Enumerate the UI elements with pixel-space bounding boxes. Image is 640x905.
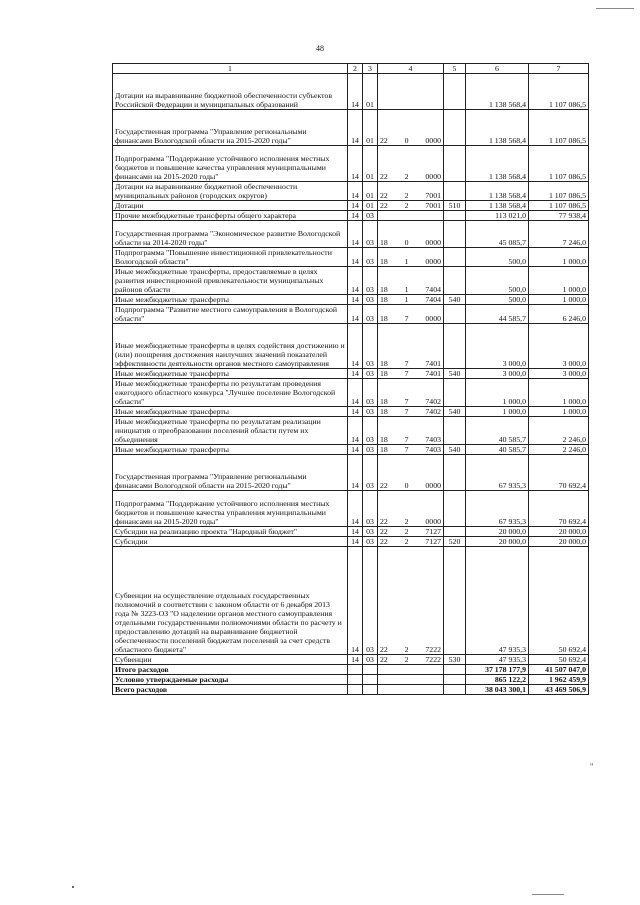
- expense-type-code: [444, 305, 466, 324]
- program-code: 18: [380, 295, 388, 304]
- subprogram-code: 0: [404, 238, 409, 247]
- target-article-code: [378, 417, 444, 445]
- target-article-code: [378, 146, 444, 182]
- subsection-code: 01: [363, 182, 378, 201]
- subprogram-code: 2: [404, 172, 409, 181]
- direction-code: 7402: [425, 407, 441, 416]
- program-code: 18: [380, 445, 388, 454]
- amount-year-2: 50 692,4: [529, 655, 589, 665]
- amount-year-2: 3 000,0: [529, 324, 589, 369]
- expense-type-code: [444, 417, 466, 445]
- amount-year-1: 20 000,0: [466, 527, 529, 537]
- section-code: 14: [348, 455, 363, 491]
- row-name: Подпрограмма "Повышение инвестиционной привлекательности Вологодской области": [113, 248, 348, 267]
- subsection-code: 03: [363, 295, 378, 305]
- direction-code: 7127: [425, 527, 441, 536]
- table-row: [113, 211, 589, 221]
- row-name: Дотации на выравнивание бюджетной обеспеченности муниципальных районов (городских округов): [113, 182, 348, 201]
- row-name: Прочие межбюджетные трансферты общего характера: [113, 211, 348, 221]
- direction-code: 0000: [425, 257, 441, 266]
- expense-type-code: [444, 685, 466, 695]
- subprogram-code: 7: [404, 445, 409, 454]
- header-cell-4: 4: [378, 64, 444, 74]
- row-name: Субвенции: [113, 655, 348, 665]
- direction-code: 7222: [425, 655, 441, 664]
- table-header-row: [113, 64, 589, 74]
- subprogram-code: 1: [404, 257, 409, 266]
- amount-year-2: 50 692,4: [529, 547, 589, 655]
- amount-year-1: 38 043 300,1: [466, 685, 529, 695]
- row-name: Подпрограмма "Развитие местного самоуправления в Вологодской области": [113, 305, 348, 324]
- program-code: 18: [380, 369, 388, 378]
- amount-year-1: 1 138 568,4: [466, 74, 529, 110]
- subsection-code: 03: [363, 491, 378, 527]
- amount-year-1: 1 000,0: [466, 379, 529, 407]
- section-code: 14: [348, 655, 363, 665]
- section-code: 14: [348, 74, 363, 110]
- subprogram-code: 2: [404, 191, 409, 200]
- target-article-code: [378, 675, 444, 685]
- expense-type-code: [444, 665, 466, 675]
- amount-year-1: 20 000,0: [466, 537, 529, 547]
- expense-type-code: [444, 547, 466, 655]
- subsection-code: 03: [363, 379, 378, 407]
- table-row: [113, 547, 589, 655]
- amount-year-2: 1 000,0: [529, 267, 589, 295]
- closing-quote-mark: ": [590, 762, 594, 771]
- target-article-code: [378, 685, 444, 695]
- row-name: Подпрограмма "Поддержание устойчивого исполнения местных бюджетов и повышение качества управления муниципальными финансами на 2015-2020 годы": [113, 491, 348, 527]
- expense-type-code: [444, 74, 466, 110]
- direction-code: 0000: [425, 314, 441, 323]
- target-article-code: [378, 655, 444, 665]
- expenditure-table: [112, 63, 589, 695]
- row-name: Государственная программа "Управление региональными финансами Вологодской области на 2015-2020 годы": [113, 455, 348, 491]
- amount-year-1: 67 935,3: [466, 491, 529, 527]
- row-name: Иные межбюджетные трансферты по результатам проведения ежегодного областного конкурса "Лучшее поселение Вологодской области": [113, 379, 348, 407]
- amount-year-1: 45 085,7: [466, 221, 529, 248]
- amount-year-2: 20 000,0: [529, 527, 589, 537]
- subprogram-code: 2: [404, 517, 409, 526]
- expense-type-code: [444, 675, 466, 685]
- table-row: [113, 369, 589, 379]
- program-code: 22: [380, 537, 388, 546]
- section-code: 14: [348, 407, 363, 417]
- subprogram-code: 2: [404, 645, 409, 654]
- target-article-code: [378, 547, 444, 655]
- section-code: 14: [348, 369, 363, 379]
- direction-code: 0000: [425, 172, 441, 181]
- amount-year-2: 3 000,0: [529, 369, 589, 379]
- amount-year-2: 77 938,4: [529, 211, 589, 221]
- program-code: 22: [380, 201, 388, 210]
- scan-edge-top: [596, 8, 634, 9]
- target-article-code: [378, 201, 444, 211]
- table-row: [113, 491, 589, 527]
- amount-year-1: 1 138 568,4: [466, 146, 529, 182]
- direction-code: 7404: [425, 285, 441, 294]
- subsection-code: 03: [363, 267, 378, 295]
- row-name: Дотации: [113, 201, 348, 211]
- subprogram-code: 0: [404, 136, 409, 145]
- amount-year-1: 40 585,7: [466, 417, 529, 445]
- header-cell-6: 6: [466, 64, 529, 74]
- amount-year-2: 1 962 459,9: [529, 675, 589, 685]
- expense-type-code: [444, 455, 466, 491]
- amount-year-1: 67 935,3: [466, 455, 529, 491]
- section-code: 14: [348, 491, 363, 527]
- row-name: Дотации на выравнивание бюджетной обеспеченности субъектов Российской Федерации и муниципальных образований: [113, 74, 348, 110]
- row-name: Иные межбюджетные трансферты в целях содействия достижению и (или) поощрения достижения наилучших значений показателей эффективности деятельности органов местного самоуправления: [113, 324, 348, 369]
- section-code: 14: [348, 324, 363, 369]
- section-code: 14: [348, 527, 363, 537]
- row-name: Подпрограмма "Поддержание устойчивого исполнения местных бюджетов и повышение качества управления муниципальными финансами на 2015-2020 годы": [113, 146, 348, 182]
- table-row: [113, 655, 589, 665]
- section-code: 14: [348, 267, 363, 295]
- direction-code: 7127: [425, 537, 441, 546]
- row-name: Иные межбюджетные трансферты: [113, 407, 348, 417]
- subprogram-code: 2: [404, 655, 409, 664]
- target-article-code: [378, 527, 444, 537]
- table-row: [113, 537, 589, 547]
- amount-year-1: 3 000,0: [466, 324, 529, 369]
- target-article-code: [378, 455, 444, 491]
- amount-year-1: 1 138 568,4: [466, 110, 529, 146]
- subsection-code: 03: [363, 417, 378, 445]
- subsection-code: [363, 685, 378, 695]
- amount-year-1: 40 585,7: [466, 445, 529, 455]
- section-code: 14: [348, 110, 363, 146]
- table-row: [113, 110, 589, 146]
- target-article-code: [378, 295, 444, 305]
- program-code: 22: [380, 517, 388, 526]
- expense-type-code: [444, 211, 466, 221]
- subprogram-code: 1: [404, 295, 409, 304]
- target-article-code: [378, 267, 444, 295]
- amount-year-1: 500,0: [466, 267, 529, 295]
- section-code: [348, 665, 363, 675]
- subsection-code: 03: [363, 211, 378, 221]
- amount-year-2: 70 692,4: [529, 491, 589, 527]
- expense-type-code: [444, 110, 466, 146]
- expense-type-code: 530: [444, 655, 466, 665]
- amount-year-1: 47 935,3: [466, 655, 529, 665]
- target-article-code: [378, 537, 444, 547]
- program-code: 22: [380, 191, 388, 200]
- target-article-code: [378, 182, 444, 201]
- target-article-code: [378, 379, 444, 407]
- row-name: Всего расходов: [113, 685, 348, 695]
- amount-year-1: 3 000,0: [466, 369, 529, 379]
- header-cell-5: 5: [444, 64, 466, 74]
- row-name: Субсидии на реализацию проекта "Народный бюджет": [113, 527, 348, 537]
- subsection-code: 03: [363, 305, 378, 324]
- table-row: [113, 305, 589, 324]
- amount-year-2: 1 107 086,5: [529, 110, 589, 146]
- expense-type-code: [444, 146, 466, 182]
- target-article-code: [378, 110, 444, 146]
- program-code: 22: [380, 645, 388, 654]
- direction-code: 0000: [425, 517, 441, 526]
- amount-year-1: 47 935,3: [466, 547, 529, 655]
- table-row: [113, 267, 589, 295]
- amount-year-2: 1 107 086,5: [529, 74, 589, 110]
- expense-type-code: 540: [444, 369, 466, 379]
- table-row: [113, 407, 589, 417]
- table-row: [113, 527, 589, 537]
- row-name: Иные межбюджетные трансферты: [113, 369, 348, 379]
- header-cell-7: 7: [529, 64, 589, 74]
- subprogram-code: 7: [404, 397, 409, 406]
- section-code: 14: [348, 182, 363, 201]
- expense-type-code: [444, 324, 466, 369]
- target-article-code: [378, 324, 444, 369]
- section-code: [348, 685, 363, 695]
- subsection-code: 01: [363, 201, 378, 211]
- amount-year-2: 1 000,0: [529, 295, 589, 305]
- direction-code: 0000: [425, 481, 441, 490]
- section-code: 14: [348, 547, 363, 655]
- expense-type-code: [444, 182, 466, 201]
- subprogram-code: 2: [404, 201, 409, 210]
- expense-type-code: 540: [444, 295, 466, 305]
- amount-year-2: 2 246,0: [529, 417, 589, 445]
- table-row: [113, 417, 589, 445]
- section-code: 14: [348, 379, 363, 407]
- scan-edge-mark: [72, 886, 74, 888]
- header-cell-1: 1: [113, 64, 348, 74]
- subsection-code: 03: [363, 455, 378, 491]
- total-row: [113, 675, 589, 685]
- amount-year-2: 1 000,0: [529, 379, 589, 407]
- amount-year-2: 1 000,0: [529, 248, 589, 267]
- amount-year-2: 70 692,4: [529, 455, 589, 491]
- amount-year-2: 1 107 086,5: [529, 146, 589, 182]
- table-row: [113, 455, 589, 491]
- direction-code: 0000: [425, 238, 441, 247]
- target-article-code: [378, 491, 444, 527]
- expense-type-code: [444, 248, 466, 267]
- table-row: [113, 324, 589, 369]
- row-name: Иные межбюджетные трансферты: [113, 295, 348, 305]
- row-name: Иные межбюджетные трансферты, предоставляемые в целях развития инвестиционной привлекательности муниципальных районов области: [113, 267, 348, 295]
- table-row: [113, 146, 589, 182]
- total-row: [113, 665, 589, 675]
- row-name: Условно утверждаемые расходы: [113, 675, 348, 685]
- amount-year-2: 1 107 086,5: [529, 182, 589, 201]
- subprogram-code: 7: [404, 407, 409, 416]
- program-code: 22: [380, 136, 388, 145]
- direction-code: 7401: [425, 369, 441, 378]
- program-code: 22: [380, 527, 388, 536]
- subprogram-code: 7: [404, 314, 409, 323]
- amount-year-1: 865 122,2: [466, 675, 529, 685]
- amount-year-2: 2 246,0: [529, 445, 589, 455]
- program-code: 22: [380, 655, 388, 664]
- target-article-code: [378, 211, 444, 221]
- target-article-code: [378, 305, 444, 324]
- table-row: [113, 248, 589, 267]
- subsection-code: 03: [363, 537, 378, 547]
- table-row: [113, 74, 589, 110]
- direction-code: 7402: [425, 397, 441, 406]
- target-article-code: [378, 445, 444, 455]
- subsection-code: 03: [363, 655, 378, 665]
- direction-code: 7401: [425, 359, 441, 368]
- amount-year-2: 41 507 047,0: [529, 665, 589, 675]
- program-code: 18: [380, 285, 388, 294]
- expense-type-code: 540: [444, 407, 466, 417]
- subsection-code: [363, 675, 378, 685]
- row-name: Итого расходов: [113, 665, 348, 675]
- section-code: 14: [348, 295, 363, 305]
- target-article-code: [378, 74, 444, 110]
- amount-year-2: 6 246,0: [529, 305, 589, 324]
- expense-type-code: [444, 267, 466, 295]
- subsection-code: 03: [363, 248, 378, 267]
- amount-year-1: 500,0: [466, 295, 529, 305]
- amount-year-1: 1 138 568,4: [466, 201, 529, 211]
- expense-type-code: 540: [444, 445, 466, 455]
- subsection-code: 03: [363, 527, 378, 537]
- row-name: Субсидии: [113, 537, 348, 547]
- expense-type-code: [444, 221, 466, 248]
- amount-year-1: 1 138 568,4: [466, 182, 529, 201]
- direction-code: 7001: [425, 191, 441, 200]
- direction-code: 7404: [425, 295, 441, 304]
- subsection-code: 03: [363, 547, 378, 655]
- expense-type-code: 510: [444, 201, 466, 211]
- subprogram-code: 2: [404, 527, 409, 536]
- amount-year-1: 37 178 177,9: [466, 665, 529, 675]
- section-code: 14: [348, 417, 363, 445]
- program-code: 22: [380, 172, 388, 181]
- scan-edge-bottom: [532, 894, 564, 895]
- section-code: 14: [348, 537, 363, 547]
- direction-code: 7403: [425, 445, 441, 454]
- amount-year-1: 1 000,0: [466, 407, 529, 417]
- row-name: Субвенции на осуществление отдельных государственных полномочий в соответствии с законом области от 6 декабря 2013 года № 3223-ОЗ "О наделении органов местного самоуправления отдельными государственными полномочиями области по расчету и предоставлению дотаций на выравнивание бюджетной обеспеченности поселений бюджетам поселений за счет средств областного бюджета": [113, 547, 348, 655]
- table-row: [113, 445, 589, 455]
- page-number: 48: [316, 44, 324, 53]
- program-code: 22: [380, 481, 388, 490]
- direction-code: 7001: [425, 201, 441, 210]
- subsection-code: [363, 665, 378, 675]
- total-row: [113, 685, 589, 695]
- program-code: 18: [380, 435, 388, 444]
- program-code: 18: [380, 359, 388, 368]
- section-code: 14: [348, 221, 363, 248]
- subprogram-code: 7: [404, 359, 409, 368]
- table-row: [113, 201, 589, 211]
- row-name: Государственная программа "Экономическое развитие Вологодской области на 2014-2020 годы": [113, 221, 348, 248]
- amount-year-1: 113 021,0: [466, 211, 529, 221]
- subsection-code: 03: [363, 324, 378, 369]
- program-code: 18: [380, 314, 388, 323]
- section-code: 14: [348, 305, 363, 324]
- subprogram-code: 2: [404, 537, 409, 546]
- subsection-code: 01: [363, 74, 378, 110]
- header-cell-3: 3: [363, 64, 378, 74]
- expense-type-code: [444, 491, 466, 527]
- target-article-code: [378, 407, 444, 417]
- subprogram-code: 1: [404, 285, 409, 294]
- table-row: [113, 379, 589, 407]
- amount-year-2: 43 469 506,9: [529, 685, 589, 695]
- amount-year-2: 7 246,0: [529, 221, 589, 248]
- subsection-code: 01: [363, 110, 378, 146]
- row-name: Иные межбюджетные трансферты по результатам реализации инициатив о преобразовании поселений области путем их объединения: [113, 417, 348, 445]
- target-article-code: [378, 248, 444, 267]
- section-code: 14: [348, 201, 363, 211]
- subsection-code: 03: [363, 221, 378, 248]
- program-code: 18: [380, 407, 388, 416]
- section-code: 14: [348, 445, 363, 455]
- amount-year-1: 500,0: [466, 248, 529, 267]
- subsection-code: 01: [363, 146, 378, 182]
- target-article-code: [378, 369, 444, 379]
- amount-year-2: 1 000,0: [529, 407, 589, 417]
- target-article-code: [378, 665, 444, 675]
- direction-code: 7403: [425, 435, 441, 444]
- section-code: 14: [348, 146, 363, 182]
- target-article-code: [378, 221, 444, 248]
- section-code: 14: [348, 248, 363, 267]
- row-name: Государственная программа "Управление региональными финансами Вологодской области на 2015-2020 годы": [113, 110, 348, 146]
- expense-type-code: [444, 527, 466, 537]
- table-row: [113, 295, 589, 305]
- subsection-code: 03: [363, 445, 378, 455]
- header-cell-2: 2: [348, 64, 363, 74]
- table-row: [113, 221, 589, 248]
- program-code: 18: [380, 257, 388, 266]
- section-code: [348, 675, 363, 685]
- subprogram-code: 7: [404, 369, 409, 378]
- subsection-code: 03: [363, 407, 378, 417]
- program-code: 18: [380, 238, 388, 247]
- direction-code: 7222: [425, 645, 441, 654]
- row-name: Иные межбюджетные трансферты: [113, 445, 348, 455]
- subsection-code: 03: [363, 369, 378, 379]
- section-code: 14: [348, 211, 363, 221]
- amount-year-2: 20 000,0: [529, 537, 589, 547]
- table-row: [113, 182, 589, 201]
- subprogram-code: 7: [404, 435, 409, 444]
- amount-year-1: 44 585,7: [466, 305, 529, 324]
- expense-type-code: [444, 379, 466, 407]
- program-code: 18: [380, 397, 388, 406]
- direction-code: 0000: [425, 136, 441, 145]
- subprogram-code: 0: [404, 481, 409, 490]
- amount-year-2: 1 107 086,5: [529, 201, 589, 211]
- expense-type-code: 520: [444, 537, 466, 547]
